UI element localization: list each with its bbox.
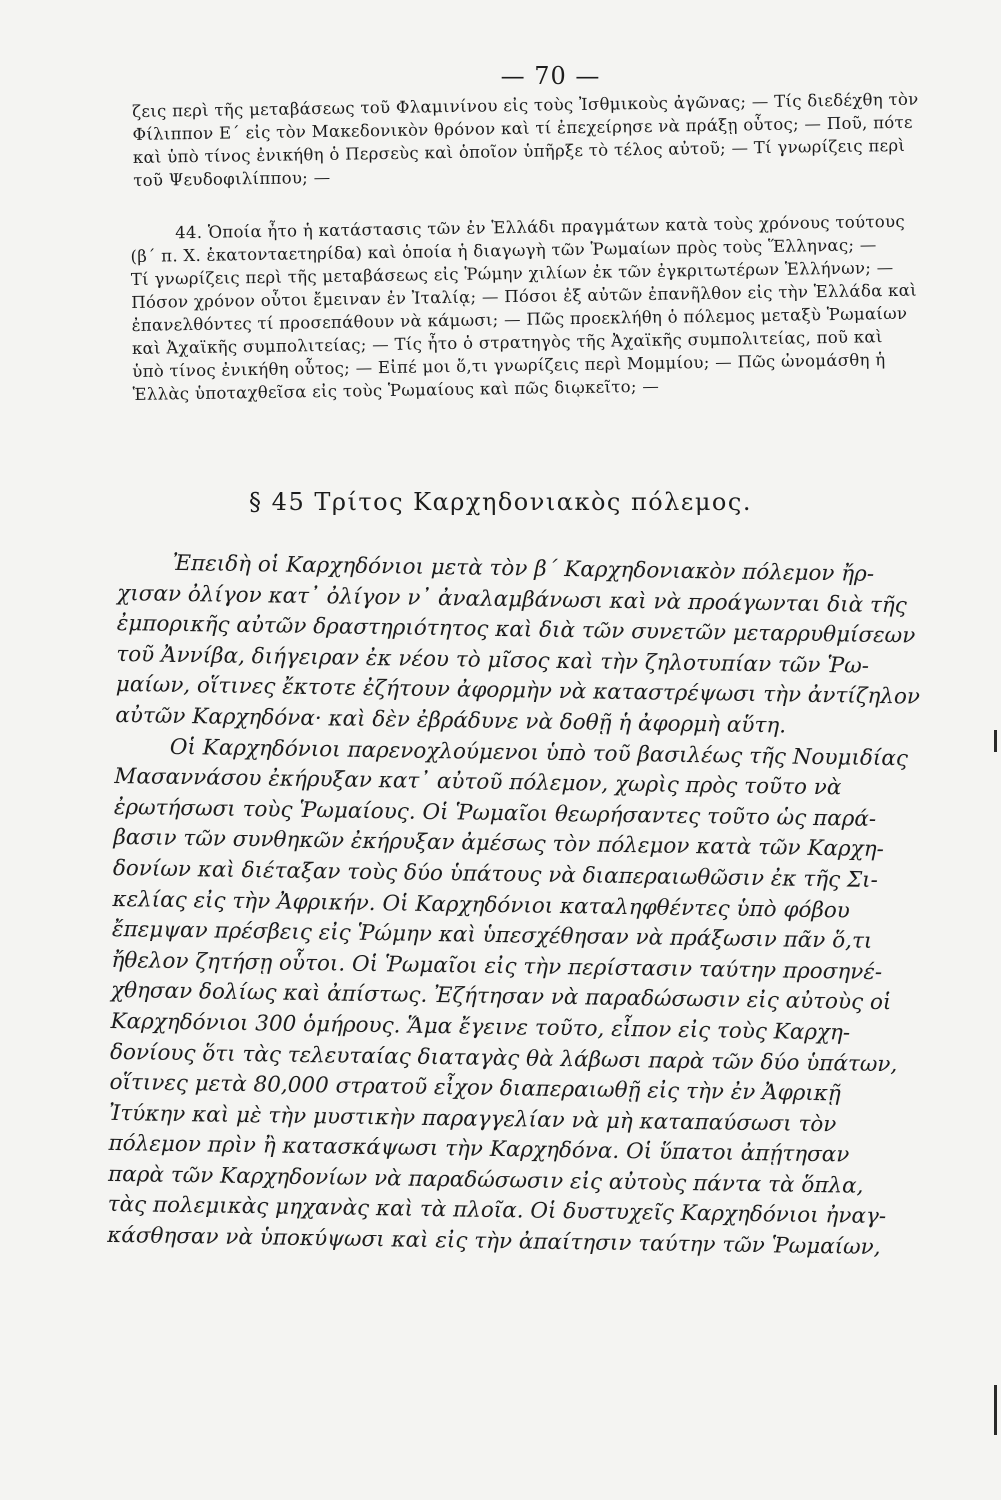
text-line: χθησαν δολίως καὶ ἀπίστως. Ἐζήτησαν νὰ παραδώσωσιν εἰς αὐτοὺς οἱ (110, 978, 892, 1016)
text-line: κελίας εἰς τὴν Ἀφρικήν. Οἱ Καρχηδόνιοι καταληφθέντες ὑπὸ φόβου (112, 886, 851, 924)
text-line: καὶ Ἀχαϊκῆς συμπολιτείας; — Τίς ἦτο ὁ στρατηγὸς τῆς Ἀχαϊκῆς συμπολιτείας, ποῦ καὶ (131, 327, 883, 358)
text-line: 44. Ὁποία ἦτο ἡ κατάστασις τῶν ἐν Ἑλλάδι πραγμάτων κατὰ τοὺς χρόνους τούτους (175, 211, 906, 243)
text-line: οἵτινες μετὰ 80,000 στρατοῦ εἶχον διαπεραιωθῇ εἰς τὴν ἐν Ἀφρικῇ (109, 1070, 841, 1107)
text-line: κάσθησαν νὰ ὑποκύψωσι καὶ εἰς τὴν ἀπαίτησιν ταύτην τῶν Ῥωμαίων, (107, 1222, 881, 1261)
page-edge-mark (994, 1385, 997, 1435)
text-line: τοῦ Ἀννίβα, διήγειραν ἐκ νέου τὸ μῖσος καὶ τὴν ζηλοτυπίαν τῶν Ῥω- (116, 641, 870, 679)
section-title: § 45 Τρίτος Καρχηδονιακὸς πόλεμος. (249, 488, 752, 516)
text-line: ἔπεμψαν πρέσβεις εἰς Ῥώμην καὶ ὑπεσχέθησαν νὰ πράξωσιν πᾶν ὅ,τι (111, 917, 873, 955)
text-line: αὐτῶν Καρχηδόνα· καὶ δὲν ἐβράδυνε νὰ δοθῇ ἡ ἀφορμὴ αὕτη. (115, 702, 787, 739)
text-line: δονίων καὶ διέταξαν τοὺς δύο ὑπάτους νὰ διαπεραιωθῶσιν ἐκ τῆς Σι- (112, 855, 879, 893)
text-line: (β΄ π. Χ. ἑκατονταετηρίδα) καὶ ὁποία ἡ διαγωγὴ τῶν Ῥωμαίων πρὸς τοὺς Ἕλληνας; — (130, 235, 877, 266)
text-line: Οἱ Καρχηδόνιοι παρενοχλούμενοι ὑπὸ τοῦ βασιλέως τῆς Νουμιδίας (169, 734, 909, 771)
text-line: δονίους ὅτι τὰς τελευταίας διαταγὰς θὰ λάβωσι παρὰ τῶν δύο ὑπάτων, (109, 1039, 898, 1077)
text-line: Πόσον χρόνον οὗτοι ἔμειναν ἐν Ἰταλίᾳ; — Πόσοι ἐξ αὐτῶν ἐπανῆλθον εἰς τὴν Ἑλλάδα καὶ (131, 280, 918, 312)
text-line: ἤθελον ζητήσῃ οὗτοι. Οἱ Ῥωμαῖοι εἰς τὴν περίστασιν ταύτην προσηνέ- (111, 947, 883, 985)
text-line: μαίων, οἵτινες ἔκτοτε ἐζήτουν ἀφορμὴν νὰ καταστρέψωσι τὴν ἀντίζηλον (115, 672, 921, 710)
text-line: Μασαννάσου ἐκήρυξαν κατ᾽ αὐτοῦ πόλεμον, χωρὶς πρὸς τοῦτο νὰ (114, 764, 842, 801)
text-line: χισαν ὀλίγον κατ᾽ ὀλίγον ν᾽ ἀναλαμβάνωσι καὶ νὰ προάγωνται διὰ τῆς (117, 580, 908, 618)
text-line: Καρχηδόνιοι 300 ὁμήρους. Ἅμα ἔγεινε τοῦτο, εἶπον εἰς τοὺς Καρχη- (110, 1008, 851, 1046)
text-line: καὶ ὑπὸ τίνος ἐνικήθη ὁ Περσεὺς καὶ ὁποῖον ὑπῆρξε τὸ τέλος αὐτοῦ; — Τί γνωρίζεις περὶ (132, 135, 906, 167)
text-line: τοῦ Ψευδοφιλίππου; — (133, 167, 331, 190)
question-44-paragraph (130, 209, 973, 406)
page-number: — 70 — (500, 62, 601, 90)
text-line: ὑπὸ τίνος ἐνικήθη οὗτος; — Εἰπέ μοι ὅ,τι γνωρίζεις περὶ Μομμίου; — Πῶς ὠνομάσθη ἡ (132, 350, 886, 381)
text-line: τὰς πολεμικὰς μηχανὰς καὶ τὰ πλοῖα. Οἱ δυστυχεῖς Καρχηδόνιοι ἠναγ- (107, 1192, 887, 1230)
main-body-text (107, 548, 968, 1265)
text-line: Τί γνωρίζεις περὶ τῆς μεταβάσεως εἰς Ῥώμην χιλίων ἐκ τῶν ἐγκριτωτέρων Ἑλλήνων; — (130, 258, 894, 289)
text-line: ἐμπορικῆς αὐτῶν δραστηριότητος καὶ διὰ τῶν συνετῶν μεταρρυθμίσεων (116, 611, 916, 649)
text-line: Ἑλλὰς ὑποταχθεῖσα εἰς τοὺς Ῥωμαίους καὶ πῶς διῳκεῖτο; — (132, 376, 660, 404)
text-line: ζεις περὶ τῆς μεταβάσεως τοῦ Φλαμινίνου εἰς τοὺς Ἰσθμικοὺς ἀγῶνας; — Τίς διεδέχθη τὸν (132, 89, 919, 121)
text-line: Φίλιππον Ε΄ εἰς τὸν Μακεδονικὸν θρόνον καὶ τί ἐπεχείρησε νὰ πράξῃ οὗτος; — Ποῦ, πότε (132, 112, 913, 144)
text-line: ἐπανελθόντες τί προσεπάθουν νὰ κάμωσι; — Πῶς προεκλήθη ὁ πόλεμος μεταξὺ Ῥωμαίων (131, 303, 908, 335)
text-line: ἐρωτήσωσι τοὺς Ῥωμαίους. Οἱ Ῥωμαῖοι θεωρήσαντες τοῦτο ὡς παρά- (113, 794, 877, 832)
text-line: πόλεμον πρὶν ἢ κατασκάψωσι τὴν Καρχηδόνα. Οἱ ὕπατοι ἀπῄτησαν (108, 1131, 850, 1168)
continued-paragraph (132, 87, 963, 192)
text-line: βασιν τῶν συνθηκῶν ἐκήρυξαν ἀμέσως τὸν πόλεμον κατὰ τῶν Καρχη- (113, 825, 885, 863)
page-edge-mark (994, 730, 997, 752)
text-line: παρὰ τῶν Καρχηδονίων νὰ παραδώσωσιν εἰς αὐτοὺς πάντα τὰ ὅπλα, (107, 1161, 864, 1199)
text-line: Ἰτύκην καὶ μὲ τὴν μυστικὴν παραγγελίαν νὰ μὴ καταπαύσωσι τὸν (108, 1100, 837, 1138)
text-line: Ἐπειδὴ οἱ Καρχηδόνιοι μετὰ τὸν β΄ Καρχηδονιακὸν πόλεμον ἤρ- (172, 550, 875, 587)
